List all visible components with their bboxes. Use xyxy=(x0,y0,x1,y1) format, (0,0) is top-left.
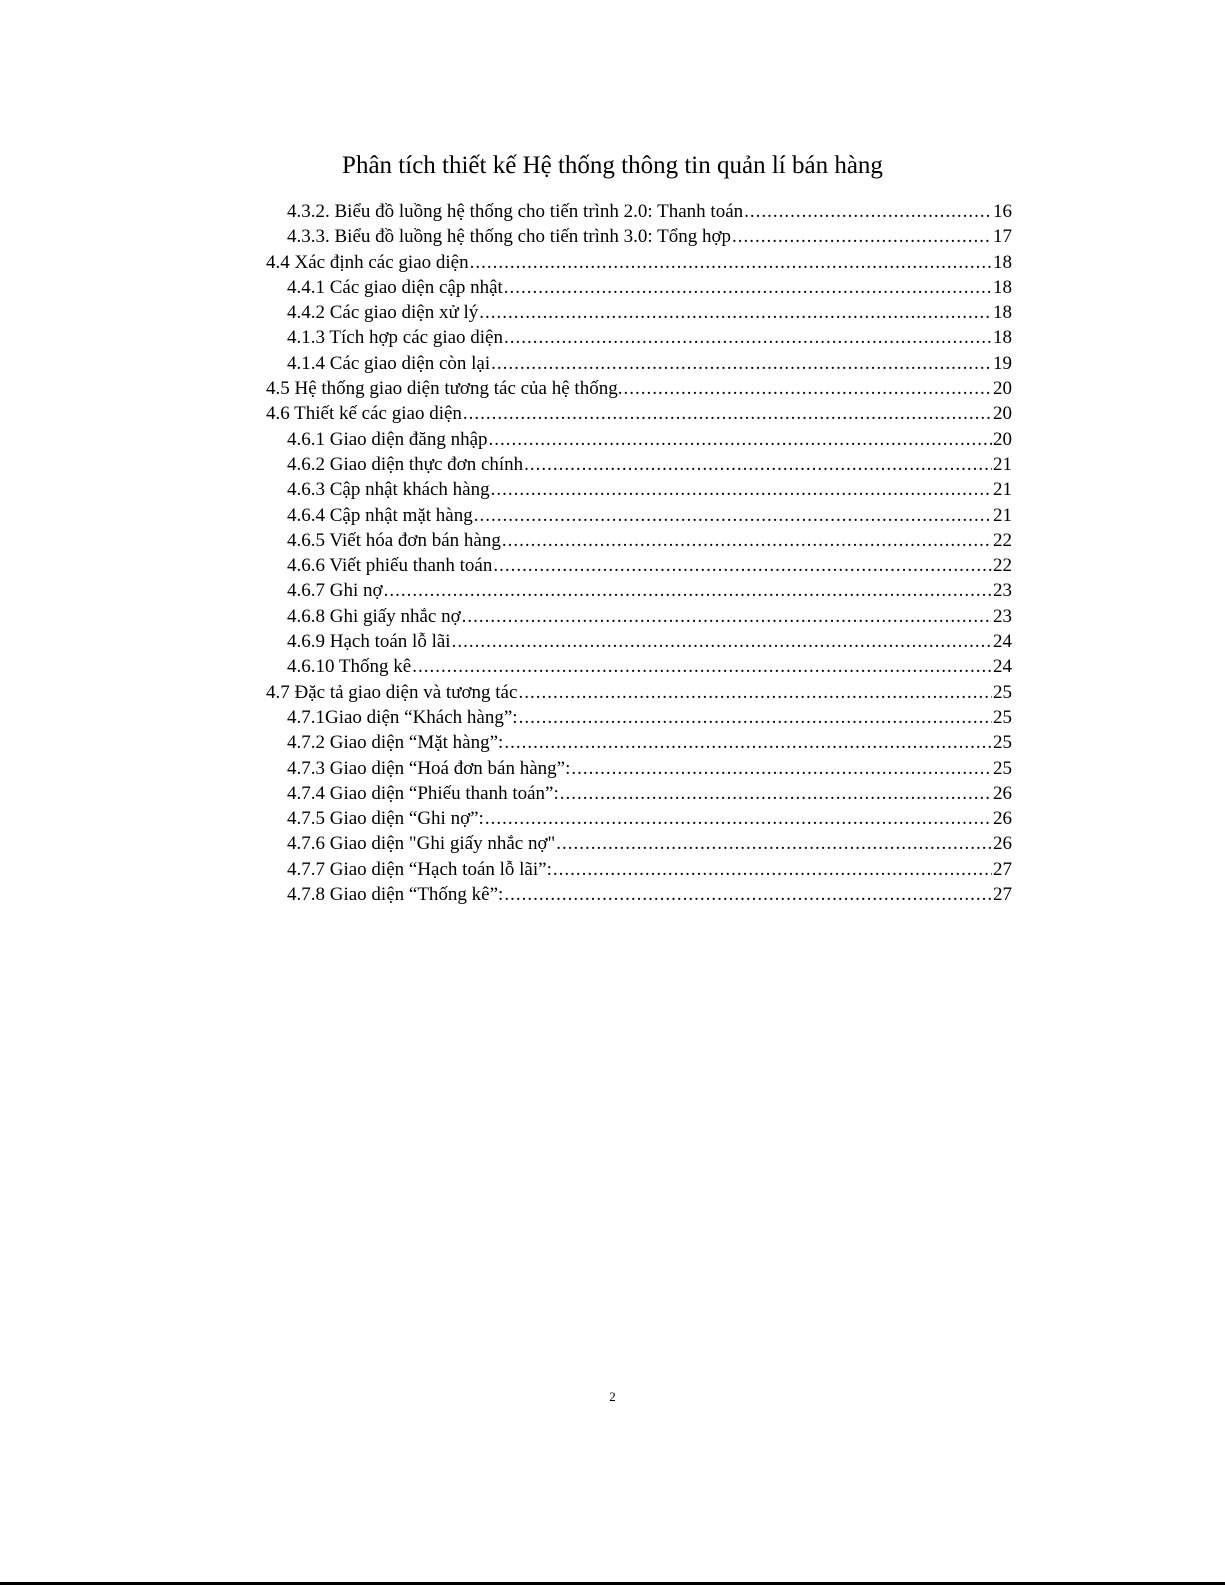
toc-entry[interactable] xyxy=(266,578,1012,603)
toc-dot-leader xyxy=(524,452,992,477)
toc-entry[interactable] xyxy=(266,831,1012,856)
toc-entry-title: 4.1.3 Tích hợp các giao diện xyxy=(287,327,503,349)
toc-dot-leader xyxy=(384,578,992,603)
toc-dot-leader xyxy=(493,553,992,578)
toc-entry-title: 4.4 Xác định các giao diện xyxy=(266,251,469,273)
toc-dot-leader xyxy=(463,401,992,426)
toc-dot-leader xyxy=(491,477,992,502)
toc-entry-page: 21 xyxy=(993,453,1012,475)
toc-entry-page: 27 xyxy=(993,858,1012,880)
toc-entry-title: 4.7.3 Giao diện “Hoá đơn bán hàng”: xyxy=(287,757,571,779)
toc-entry[interactable] xyxy=(266,756,1012,781)
toc-entry-title: 4.7.4 Giao diện “Phiếu thanh toán”: xyxy=(287,782,559,804)
toc-dot-leader xyxy=(504,730,992,755)
toc-entry-page: 25 xyxy=(993,681,1012,703)
toc-entry-title: 4.6.10 Thống kê xyxy=(287,656,412,678)
toc-entry[interactable] xyxy=(266,401,1012,426)
toc-entry-page: 22 xyxy=(993,529,1012,551)
toc-entry-title: 4.7.2 Giao diện “Mặt hàng”: xyxy=(287,732,504,754)
toc-entry-page: 24 xyxy=(993,656,1012,678)
toc-entry[interactable] xyxy=(266,705,1012,730)
page-title: Phân tích thiết kế Hệ thống thông tin quản lí bán hàng xyxy=(342,152,883,179)
toc-entry[interactable] xyxy=(266,629,1012,654)
toc-entry-page: 21 xyxy=(993,504,1012,526)
toc-entry-page: 17 xyxy=(993,226,1012,248)
toc-entry-title: 4.4.1 Các giao diện cập nhật xyxy=(287,276,503,298)
toc-entry-title: 4.3.3. Biểu đồ luồng hệ thống cho tiến trình 3.0: Tổng hợp xyxy=(287,226,732,248)
toc-dot-leader xyxy=(452,629,992,654)
toc-entry-page: 25 xyxy=(993,757,1012,779)
toc-entry-title: 4.6.8 Ghi giấy nhắc nợ xyxy=(287,605,461,627)
toc-entry[interactable] xyxy=(266,730,1012,755)
toc-entry-title: 4.7.1Giao diện “Khách hàng”: xyxy=(287,706,518,728)
toc-entry[interactable] xyxy=(266,857,1012,882)
toc-entry[interactable] xyxy=(266,781,1012,806)
toc-entry-title: 4.7.6 Giao diện "Ghi giấy nhắc nợ" xyxy=(287,833,556,855)
toc-entry[interactable] xyxy=(266,250,1012,275)
toc-entry-title: 4.6.1 Giao diện đăng nhập xyxy=(287,428,488,450)
toc-dot-leader xyxy=(556,831,992,856)
toc-entry-page: 27 xyxy=(993,884,1012,906)
toc-entry[interactable] xyxy=(266,477,1012,502)
toc-dot-leader xyxy=(560,781,992,806)
toc-entry-title: 4.6 Thiết kế các giao diện xyxy=(266,403,462,425)
toc-entry-page: 20 xyxy=(993,403,1012,425)
toc-entry-page: 18 xyxy=(993,302,1012,324)
toc-entry[interactable] xyxy=(266,300,1012,325)
toc-entry-title: 4.7.5 Giao diện “Ghi nợ”: xyxy=(287,808,484,830)
toc-entry-page: 20 xyxy=(993,428,1012,450)
toc-dot-leader xyxy=(732,224,992,249)
toc-entry-page: 18 xyxy=(993,251,1012,273)
toc-entry-title: 4.6.6 Viết phiếu thanh toán xyxy=(287,555,493,577)
toc-dot-leader xyxy=(474,503,992,528)
toc-entry[interactable] xyxy=(266,351,1012,376)
toc-entry-title: 4.4.2 Các giao diện xử lý xyxy=(287,302,479,324)
toc-dot-leader xyxy=(479,300,992,325)
toc-dot-leader xyxy=(553,857,992,882)
toc-entry[interactable] xyxy=(266,275,1012,300)
toc-dot-leader xyxy=(470,250,992,275)
toc-entry[interactable] xyxy=(266,528,1012,553)
toc-entry[interactable] xyxy=(266,325,1012,350)
toc-dot-leader xyxy=(412,654,992,679)
toc-entry-title: 4.7.7 Giao diện “Hạch toán lỗ lãi”: xyxy=(287,858,552,880)
toc-entry[interactable] xyxy=(266,680,1012,705)
toc-entry-title: 4.7 Đặc tả giao diện và tương tác xyxy=(266,681,518,703)
toc-entry-title: 4.1.4 Các giao diện còn lại xyxy=(287,352,491,374)
toc-dot-leader xyxy=(485,806,992,831)
toc-entry-title: 4.6.9 Hạch toán lỗ lãi xyxy=(287,631,451,653)
toc-dot-leader xyxy=(519,705,992,730)
toc-entry[interactable] xyxy=(266,806,1012,831)
toc-entry-title: 4.6.7 Ghi nợ xyxy=(287,580,383,602)
toc-entry-title: 4.5 Hệ thống giao diện tương tác của hệ thống. xyxy=(266,378,623,400)
toc-dot-leader xyxy=(491,351,992,376)
toc-dot-leader xyxy=(518,680,992,705)
toc-entry-page: 18 xyxy=(993,276,1012,298)
toc-dot-leader xyxy=(504,882,992,907)
toc-dot-leader xyxy=(744,199,992,224)
toc-entry-page: 26 xyxy=(993,808,1012,830)
toc-entry-page: 24 xyxy=(993,631,1012,653)
toc-dot-leader xyxy=(489,427,992,452)
toc-entry-page: 25 xyxy=(993,706,1012,728)
toc-entry-page: 25 xyxy=(993,732,1012,754)
toc-entry-page: 26 xyxy=(993,782,1012,804)
toc-entry-page: 18 xyxy=(993,327,1012,349)
page-number: 2 xyxy=(609,1389,616,1404)
toc-entry[interactable] xyxy=(266,604,1012,629)
toc-dot-leader xyxy=(502,528,992,553)
toc-entry-title: 4.7.8 Giao diện “Thống kê”: xyxy=(287,884,504,906)
toc-entry-page: 19 xyxy=(993,352,1012,374)
toc-dot-leader xyxy=(571,756,992,781)
toc-dot-leader xyxy=(462,604,992,629)
toc-dot-leader xyxy=(504,325,992,350)
toc-entry[interactable] xyxy=(266,452,1012,477)
toc-entry-title: 4.6.5 Viết hóa đơn bán hàng xyxy=(287,529,501,551)
toc-entry[interactable] xyxy=(266,376,1012,401)
toc-entry-page: 22 xyxy=(993,555,1012,577)
toc-entry-page: 16 xyxy=(993,201,1012,222)
toc-entry-page: 20 xyxy=(993,378,1012,400)
toc-entry-title: 4.6.2 Giao diện thực đơn chính xyxy=(287,453,524,475)
toc-entry-page: 23 xyxy=(993,580,1012,602)
toc-entry[interactable] xyxy=(266,224,1012,249)
toc-entry-page: 26 xyxy=(993,833,1012,855)
toc-entry[interactable] xyxy=(266,654,1012,679)
toc-entry[interactable] xyxy=(266,199,1012,224)
toc-dot-leader xyxy=(623,376,992,401)
toc-dot-leader xyxy=(504,275,992,300)
toc-entry[interactable] xyxy=(266,503,1012,528)
table-of-contents xyxy=(266,199,1012,907)
toc-entry[interactable] xyxy=(266,882,1012,907)
toc-entry-page: 23 xyxy=(993,605,1012,627)
toc-entry[interactable] xyxy=(266,553,1012,578)
toc-entry-title: 4.3.2. Biểu đồ luồng hệ thống cho tiến trình 2.0: Thanh toán xyxy=(287,201,744,222)
toc-entry-page: 21 xyxy=(993,479,1012,501)
toc-entry-title: 4.6.4 Cập nhật mặt hàng xyxy=(287,504,473,526)
toc-entry[interactable] xyxy=(266,427,1012,452)
toc-entry-title: 4.6.3 Cập nhật khách hàng xyxy=(287,479,490,501)
